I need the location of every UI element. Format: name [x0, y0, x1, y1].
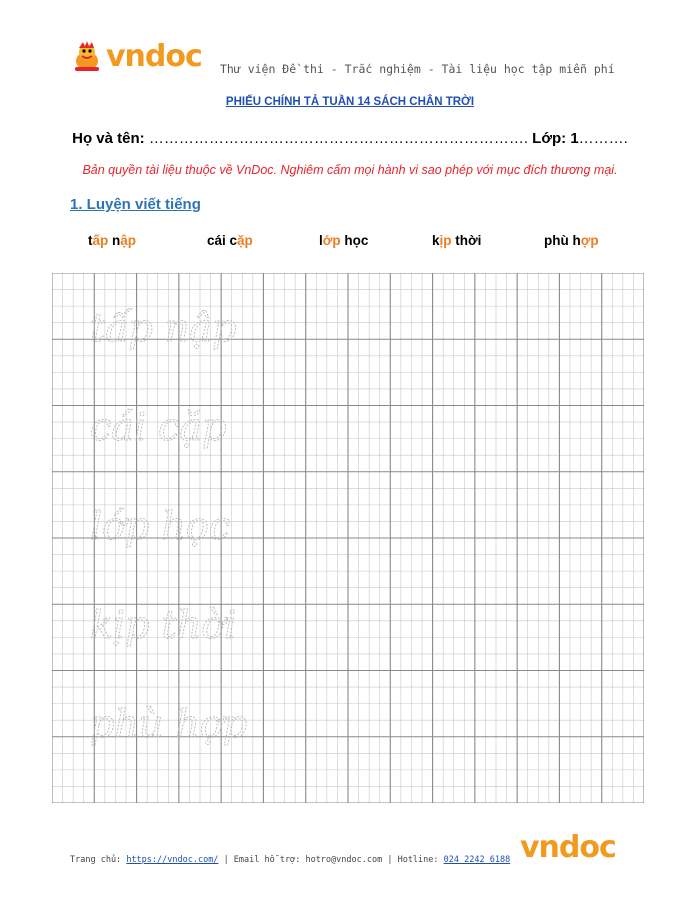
class-label: Lớp: 1 [532, 130, 579, 147]
home-label: Trang chủ: [70, 855, 122, 865]
mascot-icon [70, 40, 104, 74]
trace-word: cái cặp [90, 405, 227, 449]
word-item: tấp nập [88, 233, 137, 248]
handwriting-grid [52, 273, 644, 803]
word-item: cái cặp [207, 233, 253, 248]
word-item: lớp học [319, 233, 369, 248]
document-title[interactable]: PHIẾU CHÍNH TẢ TUẦN 14 SÁCH CHÂN TRỜI [225, 96, 475, 108]
section-heading: 1. Luyện viết tiếng [70, 196, 201, 213]
name-label: Họ và tên: [72, 130, 145, 147]
logo-text: vndoc [106, 39, 202, 74]
word-item: phù hợp [544, 233, 599, 248]
email-label: | Email hỗ trợ: [223, 855, 301, 865]
footer-logo[interactable]: vndoc [520, 830, 616, 865]
trace-word: kịp thời [90, 603, 237, 647]
hotline-link[interactable]: 024 2242 6188 [443, 855, 511, 865]
trace-word: phù hợp [90, 702, 248, 746]
site-tagline: Thư viện Đề thi - Trắc nghiệm - Tài liệu học tập miễn phí [220, 62, 615, 76]
grid-canvas [52, 273, 644, 803]
home-link[interactable]: https://vndoc.com/ [126, 855, 219, 865]
page-footer [70, 855, 510, 865]
vndoc-logo[interactable] [70, 40, 202, 74]
name-blank: …………………………………………………………………. [148, 130, 528, 147]
copyright-notice: Bản quyền tài liệu thuộc về VnDoc. Nghiêm cấm mọi hành vi sao phép với mục đích thương mại. [82, 163, 618, 177]
hotline-label: | Hotline: [387, 855, 439, 865]
class-blank: ………. [578, 130, 628, 147]
trace-word: tấp nập [90, 306, 237, 350]
name-class-row [0, 130, 700, 147]
email-link[interactable]: hotro@vndoc.com [305, 855, 383, 865]
trace-word: lớp học [90, 504, 231, 548]
word-item: kịp thời [432, 233, 482, 248]
